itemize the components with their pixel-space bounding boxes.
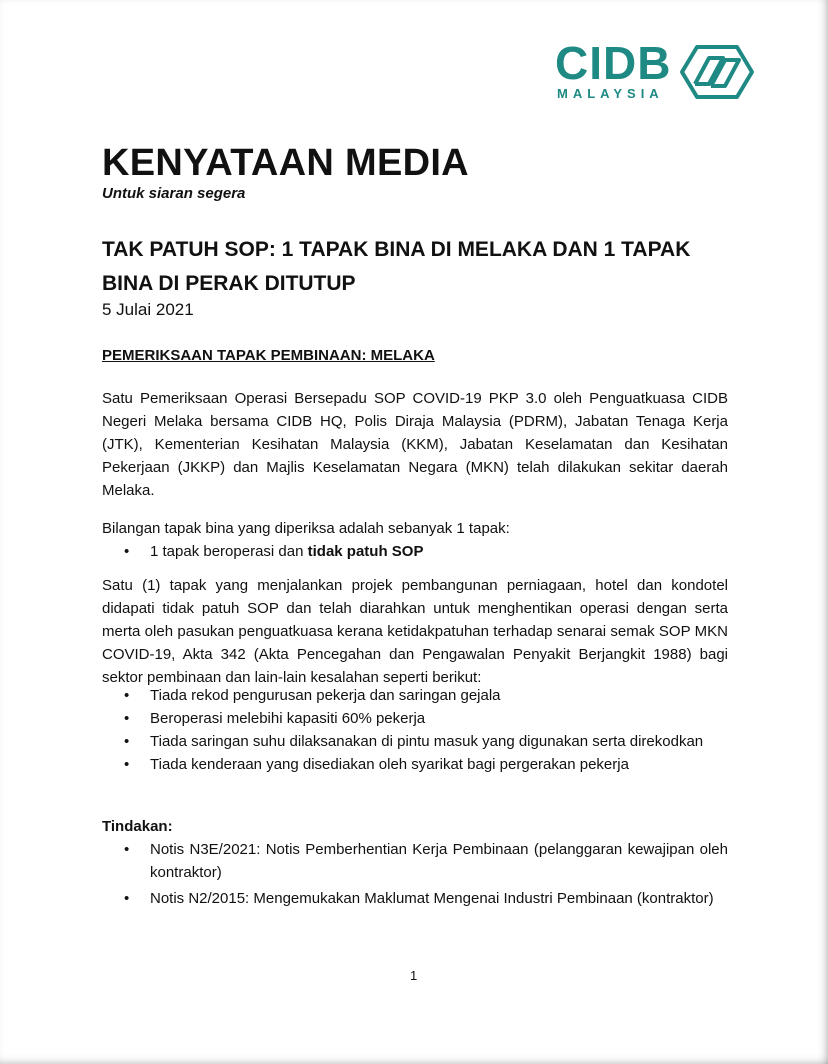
section-heading: PEMERIKSAAN TAPAK PEMBINAAN: MELAKA bbox=[102, 347, 435, 364]
release-date: 5 Julai 2021 bbox=[102, 300, 194, 319]
cidb-logo bbox=[555, 38, 755, 102]
intro-paragraph: Satu Pemeriksaan Operasi Bersepadu SOP COVID-19 PKP 3.0 oleh Penguatkuasa CIDB Negeri Melaka bersama CIDB HQ, Polis Diraja Malaysia (PDRM), Jabatan Tenaga Kerja (JTK), Kementerian Kesihatan Malaysia (KKM), Jabatan Keselamatan dan Kesihatan Pekerjaan (JKKP) dan Majlis Keselamatan Negara (MKN) telah dilakukan sekitar daerah Melaka. bbox=[102, 390, 728, 499]
list-item bbox=[102, 540, 728, 563]
page-number: 1 bbox=[410, 968, 418, 983]
action-heading: Tindakan: bbox=[102, 818, 173, 835]
list-item: • Beroperasi melebihi kapasiti 60% pekerja bbox=[102, 707, 728, 730]
release-subtitle: Untuk siaran segera bbox=[102, 185, 246, 202]
page-title: KENYATAAN MEDIA bbox=[102, 142, 469, 184]
count-item-text: 1 tapak beroperasi dan bbox=[150, 543, 308, 560]
list-item: • Notis N2/2015: Mengemukakan Maklumat Mengenai Industri Pembinaan (kontraktor) bbox=[102, 887, 728, 910]
count-list bbox=[102, 540, 728, 563]
count-paragraph: Bilangan tapak bina yang diperiksa adalah sebanyak 1 tapak: bbox=[102, 520, 510, 537]
logo-hexagon-icon bbox=[679, 44, 755, 100]
list-item: • Tiada saringan suhu dilaksanakan di pintu masuk yang digunakan serta direkodkan bbox=[102, 730, 728, 753]
finding-paragraph: Satu (1) tapak yang menjalankan projek pembangunan perniagaan, hotel dan kondotel didapati tidak patuh SOP dan telah diarahkan untuk menghentikan operasi dengan serta merta oleh pasukan penguatkuasa kerana ketidakpatuhan terhadap senarai semak SOP MKN COVID-19, Akta 342 (Akta Pencegahan dan Pengawalan Penyakit Berjangkit 1988) bagi sektor pembinaan dan lain-lain kesalahan seperti berikut: bbox=[102, 577, 728, 686]
logo-subtitle: MALAYSIA bbox=[557, 86, 664, 101]
logo-wordmark: CIDB bbox=[555, 37, 672, 89]
list-item: • Tiada kenderaan yang disediakan oleh syarikat bagi pergerakan pekerja bbox=[102, 753, 728, 776]
offence-list bbox=[102, 684, 728, 776]
headline: TAK PATUH SOP: 1 TAPAK BINA DI MELAKA DAN 1 TAPAK BINA DI PERAK DITUTUP bbox=[102, 238, 691, 295]
count-item-bold: tidak patuh SOP bbox=[307, 543, 424, 560]
list-item: • Notis N3E/2021: Notis Pemberhentian Kerja Pembinaan (pelanggaran kewajipan oleh kontraktor) bbox=[102, 838, 728, 884]
list-item: • Tiada rekod pengurusan pekerja dan saringan gejala bbox=[102, 684, 728, 707]
action-list bbox=[102, 838, 728, 910]
